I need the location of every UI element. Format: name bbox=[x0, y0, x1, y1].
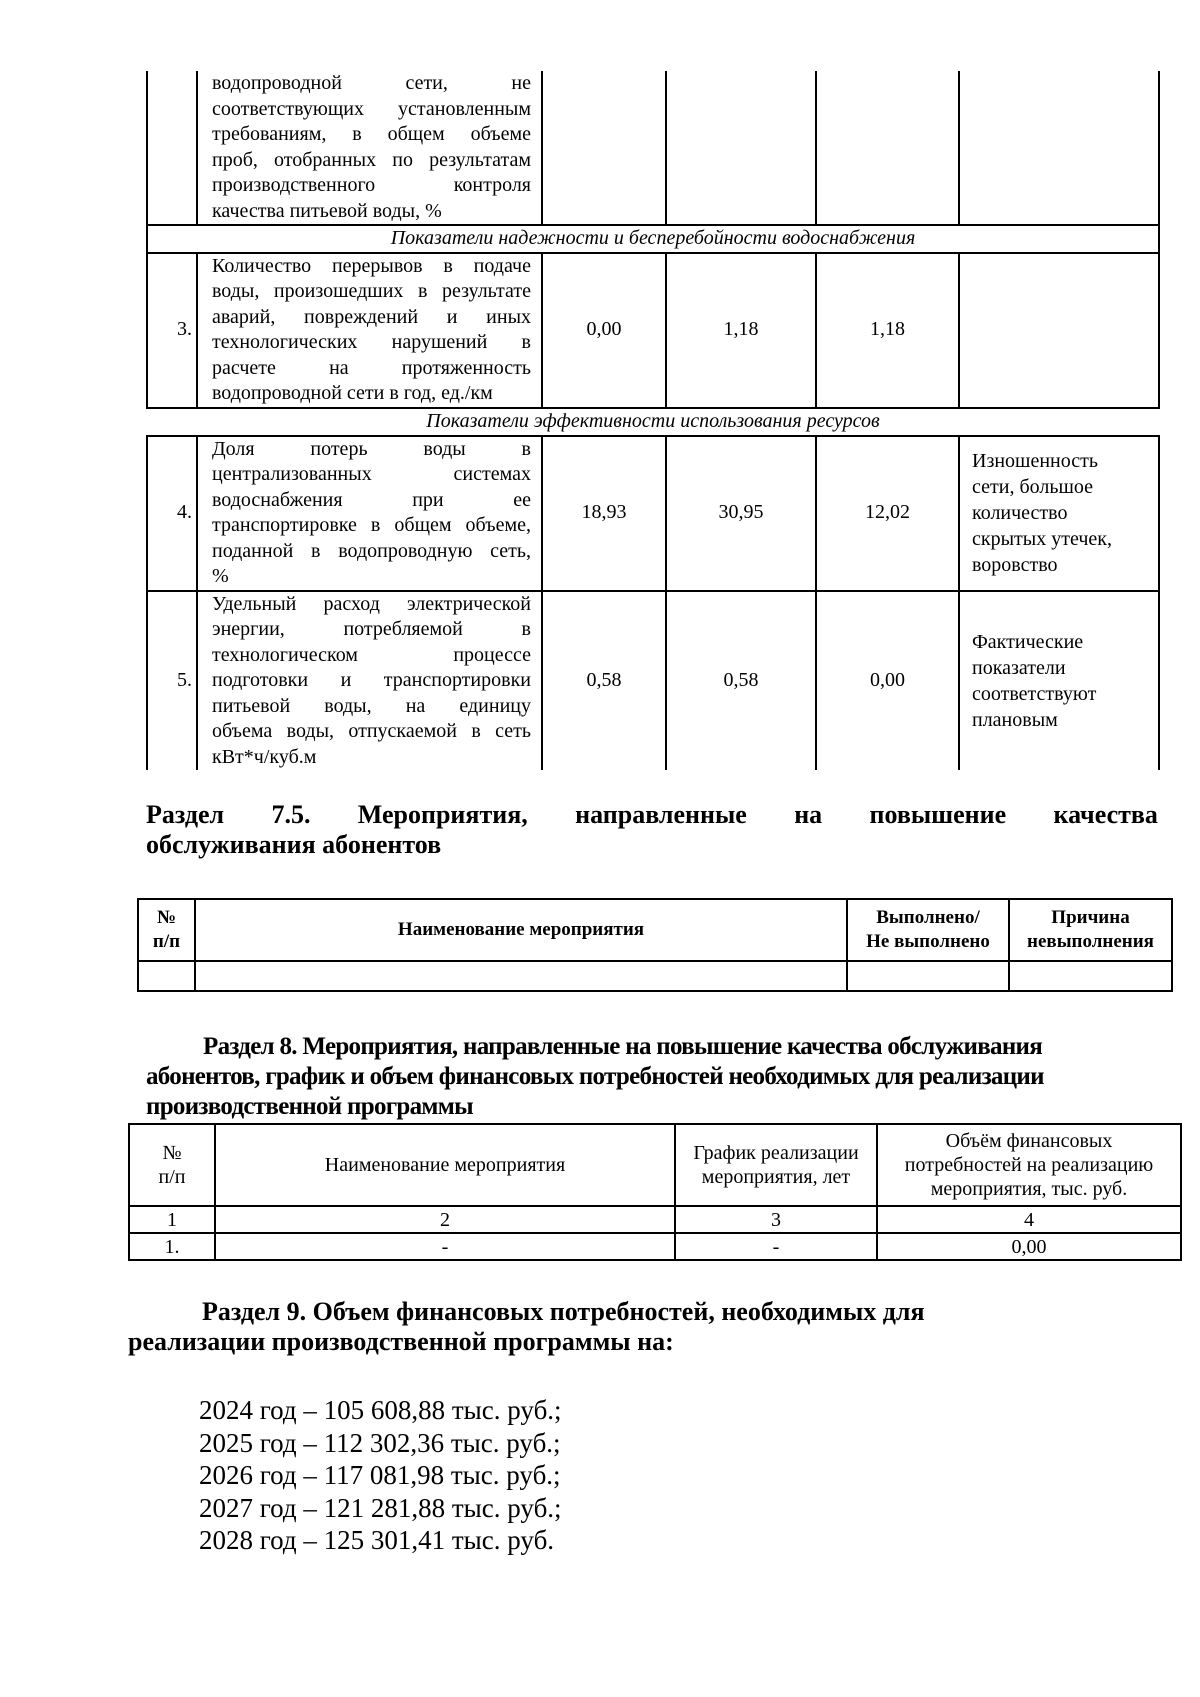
deviation-reason: Фактические показатели соответствуют плановым bbox=[959, 591, 1159, 771]
measures-status-table bbox=[137, 898, 1173, 992]
header-done: Выполнено/ Не выполнено bbox=[847, 899, 1009, 961]
indicators-table bbox=[146, 71, 1160, 770]
section-7-5-heading bbox=[146, 800, 1158, 860]
indicator-description: Количество перерывов в подаче воды, произошедших в результате аварий, повреждений и иных технологических нарушений в расчете на протяженность водопроводной сети в год, ед./км bbox=[197, 253, 542, 408]
deviation-reason: Изношенность сети, большое количество скрытых утечек, воровство bbox=[959, 436, 1159, 591]
heading-line: обслуживания абонентов bbox=[146, 830, 442, 859]
table-row bbox=[147, 71, 1159, 225]
value-fact: 30,95 bbox=[666, 436, 816, 591]
indicator-description: Доля потерь воды в централизованных системах водоснабжения при ее транспортировке в общем объеме, поданной в водопроводную сеть, % bbox=[197, 436, 542, 591]
deviation-reason bbox=[959, 253, 1159, 408]
section-row bbox=[147, 225, 1159, 253]
measure-finance: 0,00 bbox=[877, 1233, 1181, 1260]
row-number: 1. bbox=[129, 1233, 215, 1260]
table-row bbox=[147, 591, 1159, 771]
table-row bbox=[129, 1233, 1181, 1260]
table-row bbox=[147, 253, 1159, 408]
measure-name: - bbox=[215, 1233, 675, 1260]
section-8-heading bbox=[146, 1032, 1156, 1122]
list-item: 2024 год – 105 608,88 тыс. руб.; bbox=[199, 1395, 562, 1425]
measures-finance-table bbox=[128, 1123, 1182, 1261]
heading-line: реализации производственной программы на: bbox=[128, 1327, 674, 1356]
section-9-heading bbox=[128, 1297, 1178, 1357]
table-header-row bbox=[138, 899, 1172, 961]
section-title-efficiency: Показатели эффективности использования ресурсов bbox=[426, 409, 880, 432]
column-index-row: 1 2 3 4 bbox=[129, 1206, 1181, 1233]
indicator-description: Удельный расход электрической энергии, потребляемой в технологическом процессе подготовки и транспортировки питьевой воды, на единицу объема воды, отпускаемой в сеть кВт*ч/куб.м bbox=[197, 591, 542, 771]
heading-line: производственной программы bbox=[146, 1093, 473, 1120]
value-deviation: 12,02 bbox=[816, 436, 959, 591]
value-plan: 0,58 bbox=[542, 591, 666, 771]
section-row bbox=[147, 408, 1159, 436]
heading-line: Раздел 8. Мероприятия, направленные на повышение качества обслуживания bbox=[203, 1033, 1043, 1060]
financial-needs-list bbox=[199, 1394, 999, 1557]
header-measure-name: Наименование мероприятия bbox=[215, 1124, 675, 1206]
value-deviation: 0,00 bbox=[816, 591, 959, 771]
heading-line: абонентов, график и объем финансовых потребностей необходимых для реализации bbox=[146, 1063, 1044, 1090]
header-measure-name: Наименование мероприятия bbox=[195, 899, 847, 961]
heading-line: Раздел 9. Объем финансовых потребностей, необходимых для bbox=[202, 1297, 925, 1326]
value-fact: 1,18 bbox=[666, 253, 816, 408]
list-item: 2025 год – 112 302,36 тыс. руб.; bbox=[199, 1427, 561, 1458]
header-number: № п/п bbox=[129, 1124, 215, 1206]
value-plan: 0,00 bbox=[542, 253, 666, 408]
row-number: 3. bbox=[147, 253, 197, 408]
row-number: 4. bbox=[147, 436, 197, 591]
table-row bbox=[138, 961, 1172, 991]
header-number: № п/п bbox=[138, 899, 195, 961]
list-item: 2026 год – 117 081,98 тыс. руб.; bbox=[199, 1460, 561, 1490]
value-deviation: 1,18 bbox=[816, 253, 959, 408]
table-row bbox=[147, 436, 1159, 591]
row-number: 5. bbox=[147, 591, 197, 771]
measure-schedule: - bbox=[675, 1233, 877, 1260]
heading-line: Раздел 7.5. Мероприятия, направленные на повышение качества bbox=[146, 800, 1158, 829]
header-finance: Объём финансовых потребностей на реализацию мероприятия, тыс. руб. bbox=[877, 1124, 1181, 1206]
section-title-reliability: Показатели надежности и бесперебойности водоснабжения bbox=[147, 225, 1159, 253]
header-reason: Причина невыполнения bbox=[1009, 899, 1172, 961]
list-item: 2027 год – 121 281,88 тыс. руб.; bbox=[199, 1492, 562, 1523]
header-schedule: График реализации мероприятия, лет bbox=[675, 1124, 877, 1206]
list-item: 2028 год – 125 301,41 тыс. руб. bbox=[199, 1525, 555, 1555]
table-header-row bbox=[129, 1124, 1181, 1206]
value-fact: 0,58 bbox=[666, 591, 816, 771]
value-plan: 18,93 bbox=[542, 436, 666, 591]
indicator-description: водопроводной сети, не соответствующих установленным требованиям, в общем объеме проб, отобранных по результатам производственного контроля качества питьевой воды, % bbox=[197, 71, 542, 225]
